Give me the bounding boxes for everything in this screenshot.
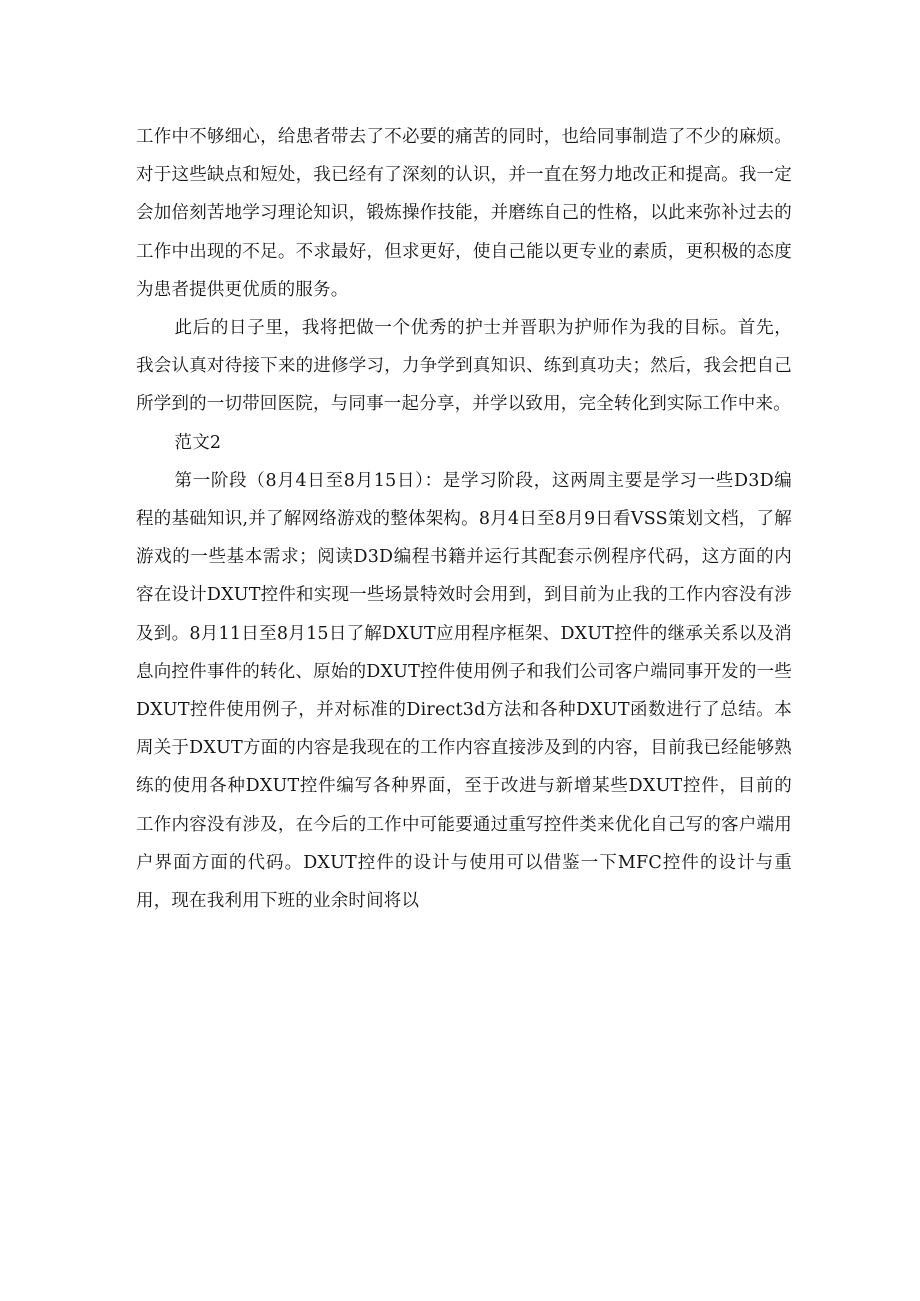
- document-body: [136, 118, 792, 920]
- section-heading-sample-2: 范文2: [174, 432, 222, 453]
- paragraph-self-reflection: 工作中不够细心，给患者带去了不必要的痛苦的同时，也给同事制造了不少的麻烦。对于这些缺点和短处，我已经有了深刻的认识，并一直在努力地改正和提高。我一定会加倍刻苦地学习理论知识，锻炼操作技能，并磨练自己的性格，以此来弥补过去的工作中出现的不足。不求最好，但求更好，使自己能以更专业的素质，更积极的态度为患者提供更优质的服务。: [136, 127, 792, 300]
- paragraph-future-goals: 此后的日子里，我将把做一个优秀的护士并晋职为护师作为我的目标。首先，我会认真对待接下来的进修学习，力争学到真知识、练到真功夫；然后，我会把自己所学到的一切带回医院，与同事一起分享，并学以致用，完全转化到实际工作中来。: [136, 318, 792, 415]
- paragraph-phase-one: 第一阶段（8月4日至8月15日）：是学习阶段，这两周主要是学习一些D3D编程的基础知识,并了解网络游戏的整体架构。8月4日至8月9日看VSS策划文档，了解游戏的一些基本需求；阅读D3D编程书籍并运行其配套示例程序代码，这方面的内容在设计DXUT控件和实现一些场景特效时会用到，到目前为止我的工作内容没有涉及到。8月11日至8月15日了解DXUT应用程序框架、DXUT控件的继承关系以及消息向控件事件的转化、原始的DXUT控件使用例子和我们公司客户端同事开发的一些DXUT控件使用例子，并对标准的Direct3d方法和各种DXUT函数进行了总结。本周关于DXUT方面的内容是我现在的工作内容直接涉及到的内容，目前我已经能够熟练的使用各种DXUT控件编写各种界面，至于改进与新增某些DXUT控件，目前的工作内容没有涉及，在今后的工作中可能要通过重写控件类来优化自己写的客户端用户界面方面的代码。DXUT控件的设计与使用可以借鉴一下MFC控件的设计与重用，现在我利用下班的业余时间将以: [136, 470, 792, 912]
